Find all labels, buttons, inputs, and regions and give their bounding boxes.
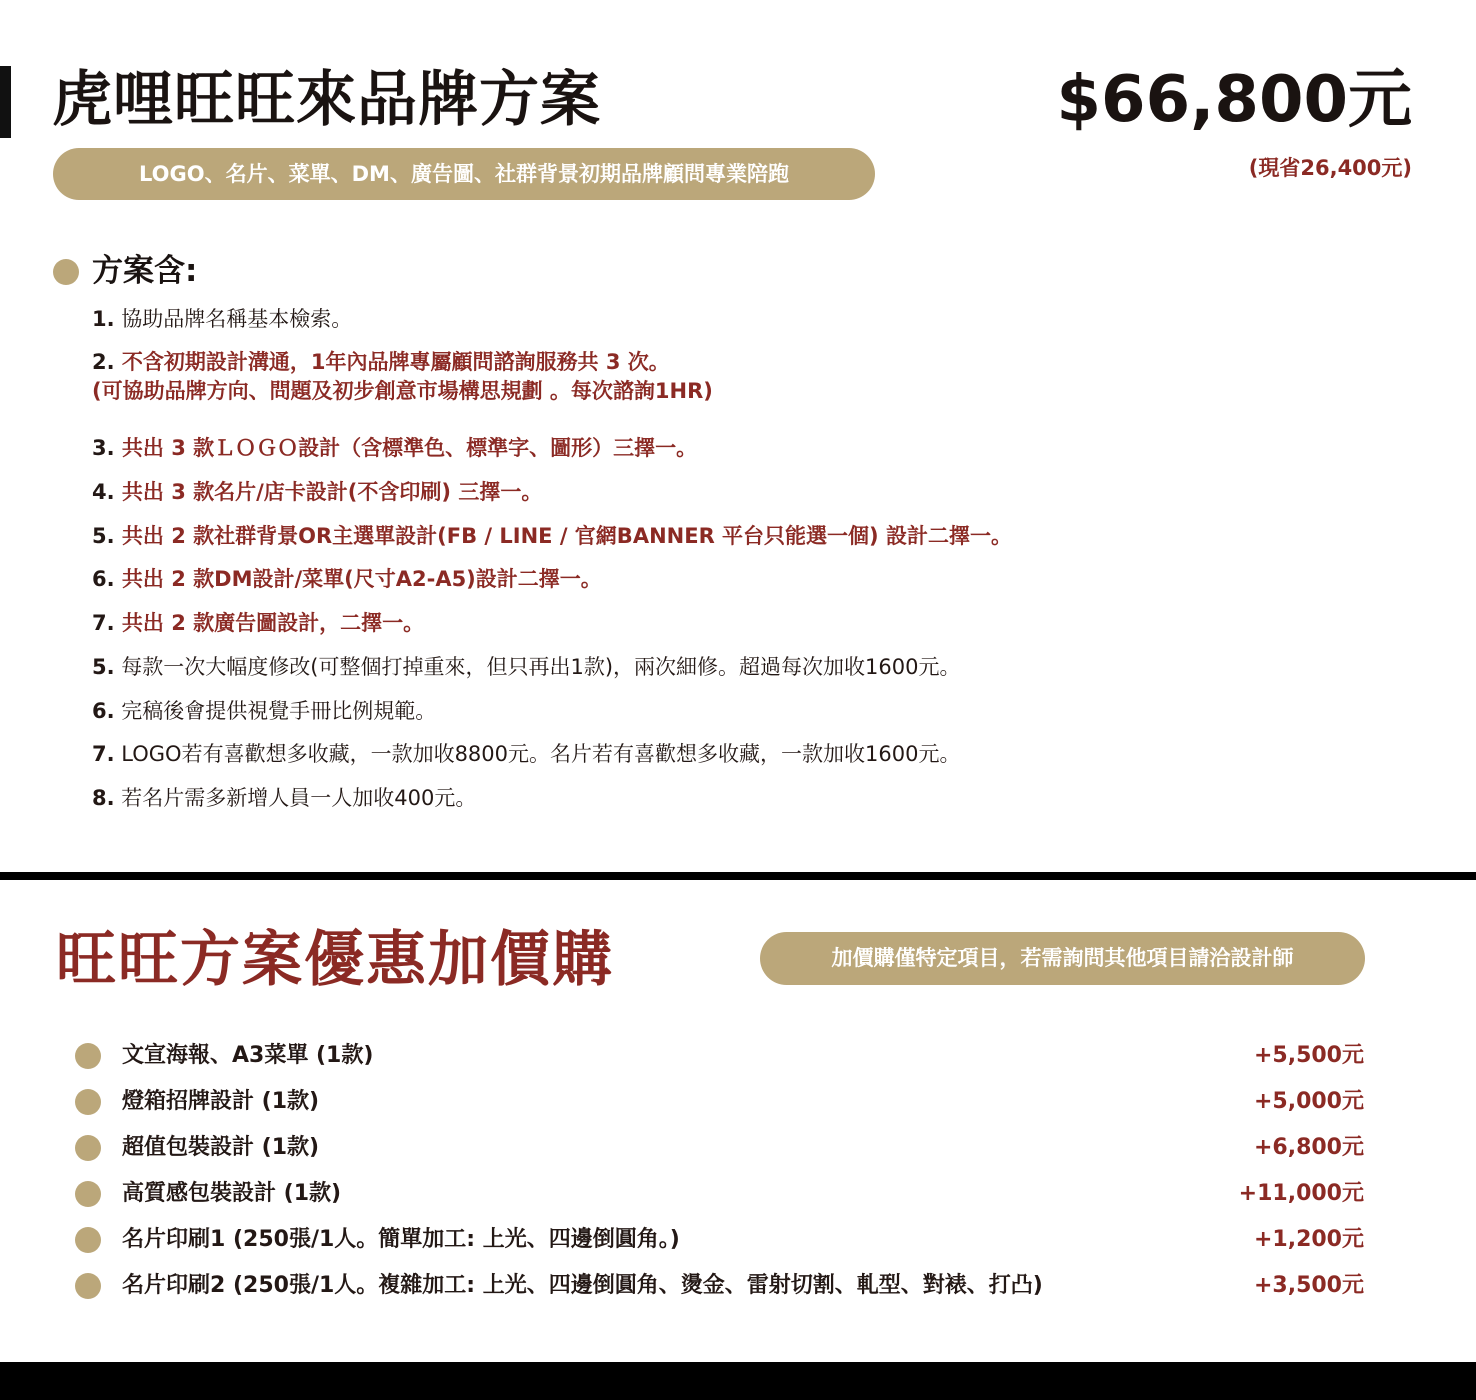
list-item — [92, 783, 476, 813]
list-item — [92, 376, 713, 406]
addons-note-badge: 加價購僅特定項目，若需詢問其他項目請洽設計師 — [760, 932, 1365, 985]
list-item — [92, 696, 436, 726]
item-number: 4. — [92, 480, 115, 504]
bullet-icon — [75, 1181, 101, 1207]
addon-label: 名片印刷2 (250張/1人。複雜加工: 上光、四邊倒圓角、燙金、雷射切割、軋型、對裱、打凸) — [122, 1273, 1043, 1298]
addon-price: +1,200元 — [1253, 1227, 1364, 1252]
item-text: 共出 2 款廣告圖設計，二擇一。 — [121, 611, 425, 635]
addon-row — [0, 1174, 1476, 1214]
list-item — [92, 608, 424, 638]
addon-label: 文宣海報、A3菜單 (1款) — [122, 1043, 374, 1068]
addon-row — [0, 1128, 1476, 1168]
addon-label: 超值包裝設計 (1款) — [122, 1135, 320, 1160]
item-number: 1. — [92, 307, 115, 331]
list-item — [92, 304, 352, 334]
addon-row — [0, 1220, 1476, 1260]
title-accent-bar — [0, 66, 11, 138]
list-item — [92, 477, 542, 507]
addon-price: +11,000元 — [1238, 1181, 1364, 1206]
list-item — [92, 433, 697, 463]
bullet-icon — [75, 1043, 101, 1069]
plan-tagline-badge: LOGO、名片、菜單、DM、廣告圖、社群背景初期品牌顧問專業陪跑 — [53, 148, 875, 200]
list-item — [92, 347, 670, 377]
addon-row — [0, 1266, 1476, 1306]
item-text: 共出 3 款ＬＯＧＯ設計（含標準色、標準字、圖形）三擇一。 — [121, 436, 698, 460]
addon-label: 燈箱招牌設計 (1款) — [122, 1089, 320, 1114]
addons-title: 旺旺方案優惠加價購 — [56, 925, 614, 995]
addon-price: +3,500元 — [1253, 1273, 1364, 1298]
plan-title: 虎哩旺旺來品牌方案 — [52, 65, 601, 135]
item-text: 完稿後會提供視覺手冊比例規範。 — [121, 699, 437, 723]
item-text: 不含初期設計溝通，1年內品牌專屬顧問諮詢服務共 3 次。 — [121, 350, 670, 374]
addon-label: 名片印刷1 (250張/1人。簡單加工: 上光、四邊倒圓角。) — [122, 1227, 680, 1252]
item-text: 協助品牌名稱基本檢索。 — [121, 307, 353, 331]
addon-row — [0, 1082, 1476, 1122]
item-text: 共出 3 款名片/店卡設計(不含印刷) 三擇一。 — [121, 480, 543, 504]
item-number: 6. — [92, 567, 115, 591]
plan-saving: (現省26,400元) — [1248, 156, 1412, 180]
includes-heading: 方案含: — [92, 253, 198, 289]
addon-row — [0, 1036, 1476, 1076]
footer-bar — [0, 1362, 1476, 1400]
item-number: 5. — [92, 524, 115, 548]
plan-price: $66,800元 — [1056, 63, 1412, 137]
addon-price: +6,800元 — [1253, 1135, 1364, 1160]
section-divider — [0, 872, 1476, 880]
item-text: (可協助品牌方向、問題及初步創意市場構思規劃 。每次諮詢1HR) — [92, 379, 713, 403]
item-text: 若名片需多新增人員一人加收400元。 — [121, 786, 477, 810]
bullet-icon — [75, 1227, 101, 1253]
item-text: 共出 2 款DM設計/菜單(尺寸A2-A5)設計二擇一。 — [121, 567, 602, 591]
item-number: 5. — [92, 655, 115, 679]
bullet-icon — [75, 1135, 101, 1161]
addon-price: +5,000元 — [1253, 1089, 1364, 1114]
item-number: 6. — [92, 699, 115, 723]
addon-price: +5,500元 — [1253, 1043, 1364, 1068]
item-number: 7. — [92, 611, 115, 635]
item-number: 8. — [92, 786, 115, 810]
bullet-icon — [75, 1273, 101, 1299]
item-number: 3. — [92, 436, 115, 460]
addon-label: 高質感包裝設計 (1款) — [122, 1181, 342, 1206]
list-item — [92, 521, 1012, 551]
list-item — [92, 739, 960, 769]
bullet-icon — [75, 1089, 101, 1115]
item-number: 2. — [92, 350, 115, 374]
list-item — [92, 564, 602, 594]
item-text: 每款一次大幅度修改(可整個打掉重來，但只再出1款)，兩次細修。超過每次加收1600元。 — [121, 655, 961, 679]
item-text: LOGO若有喜歡想多收藏，一款加收8800元。名片若有喜歡想多收藏，一款加收1600元。 — [121, 742, 961, 766]
item-number: 7. — [92, 742, 115, 766]
includes-bullet-icon — [53, 259, 79, 285]
list-item — [92, 652, 960, 682]
item-text: 共出 2 款社群背景OR主選單設計(FB / LINE / 官網BANNER 平台只能選一個) 設計二擇一。 — [121, 524, 1012, 548]
